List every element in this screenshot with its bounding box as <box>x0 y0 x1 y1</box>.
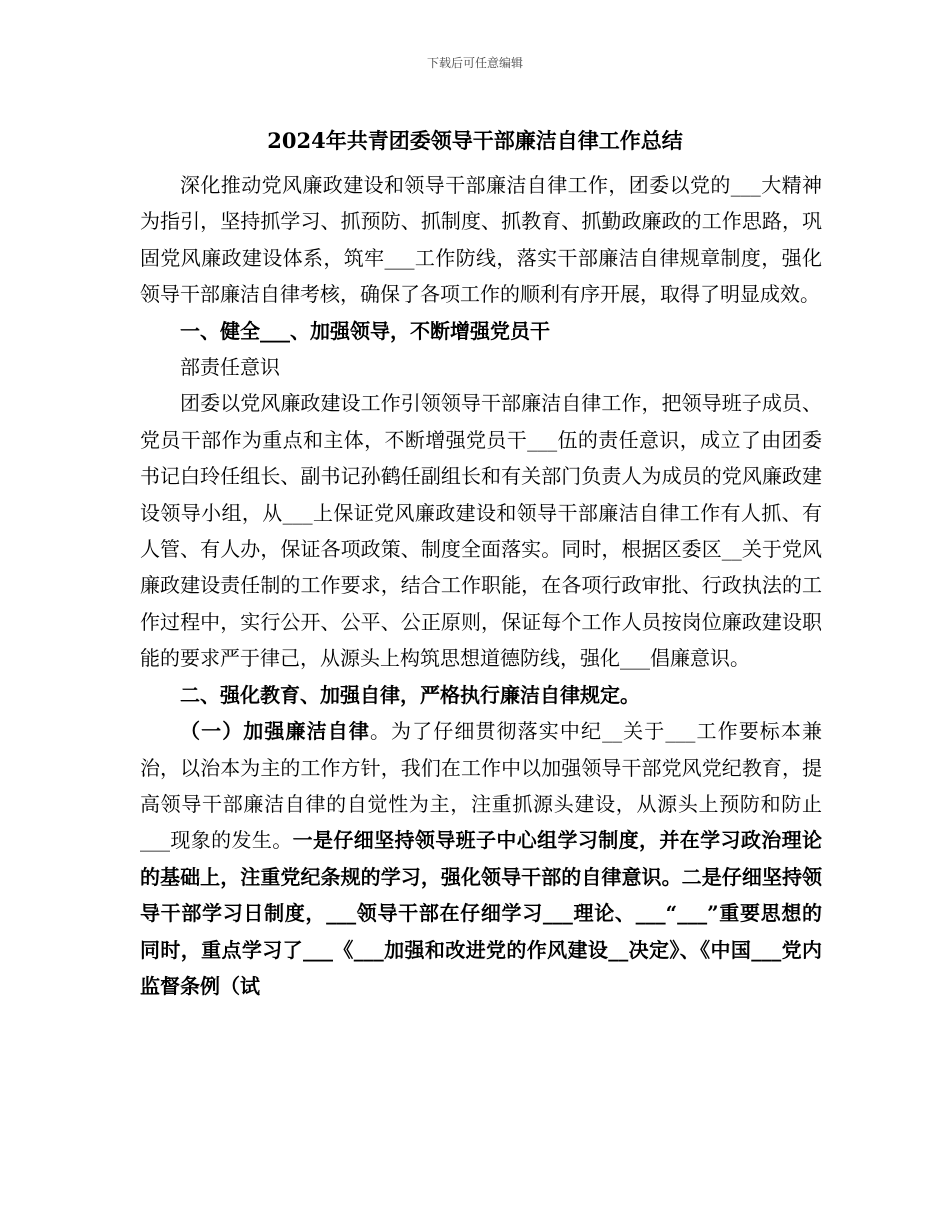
subsection-bold-text: 一是仔细坚持领导班子中心组学习制度，并在学习政治理论的基础上，注重党纪条规的学习，强化领导干部的自律意识。二是仔细坚持领导干部学习日制度，___领导干部在仔细学习___理论、___“___”重要思想的同时，重点学习了___《___加强和改进党的作风建设__决定》、《中国___党内监督条例（试 <box>140 828 822 998</box>
intro-paragraph: 深化推动党风廉政建设和领导干部廉洁自律工作，团委以党的___大精神为指引，坚持抓学习、抓预防、抓制度、抓教育、抓勤政廉政的工作思路，巩固党风廉政建设体系，筑牢___工作防线，落实干部廉洁自律规章制度，强化领导干部廉洁自律考核，确保了各项工作的顺利有序开展，取得了明显成效。 <box>140 173 822 307</box>
subsection-lead: （一）加强廉洁自律 <box>180 719 370 744</box>
section-1-paragraph: 团委以党风廉政建设工作引领领导干部廉洁自律工作，把领导班子成员、党员干部作为重点和主体，不断增强党员干___伍的责任意识，成立了由团委书记白玲任组长、副书记孙鹤任副组长和有关部门负责人为成员的党风廉政建设领导小组，从___上保证党风廉政建设和领导干部廉洁自律工作有人抓、有人管、有人办，保证各项政策、制度全面落实。同时，根据区委区__关于党风廉政建设责任制的工作要求，结合工作职能，在各项行政审批、行政执法的工作过程中，实行公开、公平、公正原则，保证每个工作人员按岗位廉政建设职能的要求严于律己，从源头上构筑思想道德防线，强化___倡廉意识。 <box>140 391 822 671</box>
page-header-note: 下载后可任意编辑 <box>426 56 523 70</box>
document-title: 2024年共青团委领导干部廉洁自律工作总结 <box>267 128 683 153</box>
section-heading-2: 二、强化教育、加强自律，严格执行廉洁自律规定。 <box>180 682 640 707</box>
section-heading-1: 一、健全___、加强领导，不断增强党员干 <box>180 318 550 343</box>
document-body <box>140 167 822 1004</box>
section-heading-1-continuation: 部责任意识 <box>180 355 280 380</box>
subsection-text: 。为了仔细贯彻落实中纪__关于___工作要标本兼治，以治本为主的工作方针，我们在工作中以加强领导干部党风党纪教育，提高领导干部廉洁自律的自觉性为主，注重抓源头建设，从源头上预防和防止___现象的发生。 <box>140 719 823 853</box>
section-2-paragraph <box>140 713 822 1004</box>
